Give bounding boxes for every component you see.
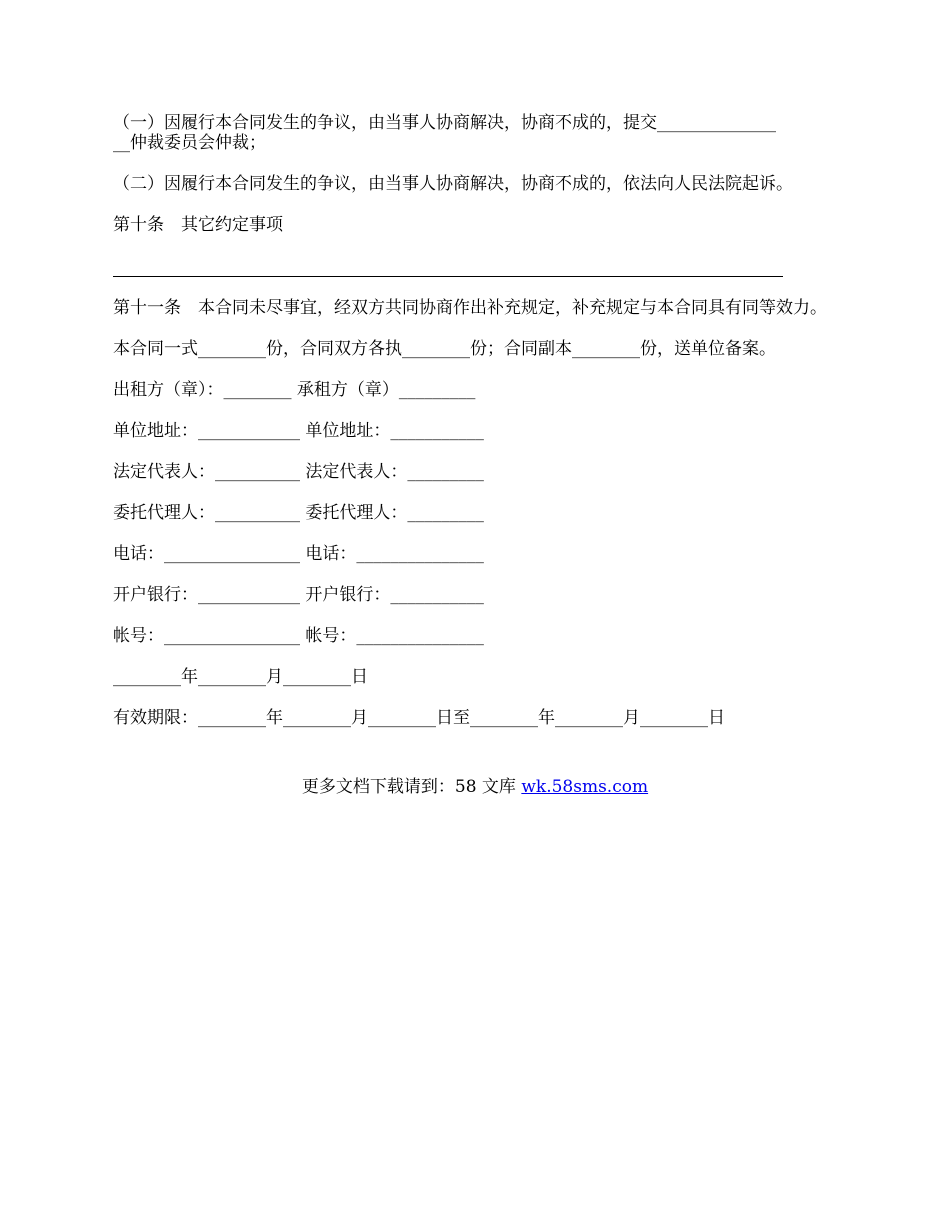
article-10-title: 第十条 其它约定事项	[113, 215, 283, 235]
bank-line: 开户银行：____________ 开户银行：___________	[113, 585, 484, 605]
article-11: 第十一条 本合同未尽事宜，经双方共同协商作出补充规定，补充规定与本合同具有同等效力。	[113, 298, 827, 318]
phone-line: 电话：________________ 电话：_______________	[113, 544, 484, 564]
dispute-clause-1-line2: __仲裁委员会仲裁；	[113, 133, 266, 153]
date-line: ________年________月________日	[113, 667, 368, 687]
blank-fill-line	[113, 256, 783, 277]
agent-line: 委托代理人：__________ 委托代理人：_________	[113, 503, 484, 523]
footer-text: 更多文档下载请到：58 文库	[301, 777, 522, 797]
validity-line: 有效期限：________年________月________日至________年________月________日	[113, 708, 725, 728]
footer-link[interactable]: wk.58sms.com	[521, 777, 649, 797]
download-footer	[0, 772, 950, 797]
copies-clause: 本合同一式________份，合同双方各执________份；合同副本________份，送单位备案。	[113, 339, 776, 359]
dispute-clause-1	[113, 113, 853, 153]
account-line: 帐号：________________ 帐号：_______________	[113, 626, 484, 646]
dispute-clause-1-line1: （一）因履行本合同发生的争议，由当事人协商解决，协商不成的，提交______________	[113, 113, 776, 133]
party-seal-line: 出租方（章）：________ 承租方（章）_________	[113, 380, 476, 400]
address-line: 单位地址：____________ 单位地址：___________	[113, 421, 484, 441]
legal-rep-line: 法定代表人：__________ 法定代表人：_________	[113, 462, 484, 482]
dispute-clause-2: （二）因履行本合同发生的争议，由当事人协商解决，协商不成的，依法向人民法院起诉。	[113, 174, 793, 194]
document-body	[113, 113, 853, 749]
